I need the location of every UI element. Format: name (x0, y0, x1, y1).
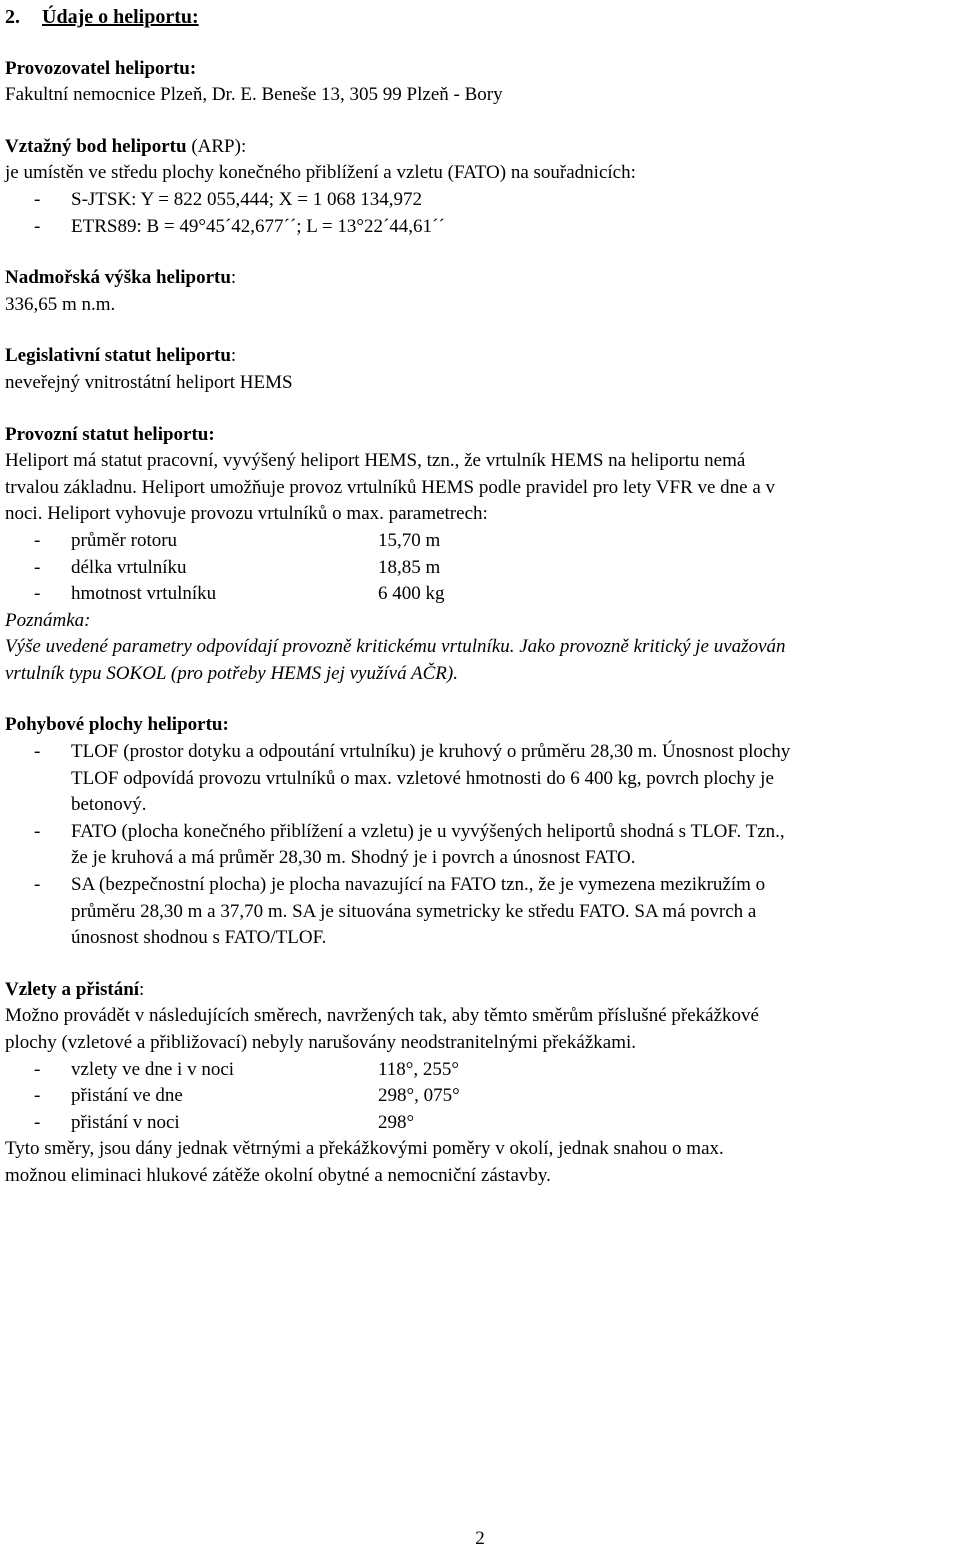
operator-text: Fakultní nemocnice Plzeň, Dr. E. Beneše 13, 305 99 Plzeň - Bory (5, 84, 503, 106)
direction-row: - přistání ve dne 298°, 075° (34, 1085, 460, 1107)
operating-line: Heliport má statut pracovní, vyvýšený heliport HEMS, tzn., že vrtulník HEMS na heliportu nemá (5, 450, 746, 472)
movement-item: - TLOF (prostor dotyku a odpoutání vrtulníku) je kruhový o průměru 28,30 m. Únosnost plochy TLOF odpovídá provozu vrtulníků o max. vzletové hmotnosti do 6 400 kg, povrch plochy je betonový. (34, 741, 791, 816)
legal-value: neveřejný vnitrostátní heliport HEMS (5, 371, 293, 393)
page-number: 2 (475, 1528, 485, 1549)
note-line: Výše uvedené parametry odpovídají provozně kritickému vrtulníku. Jako provozně kritický je uvažován (5, 636, 786, 658)
operating-line: trvalou základnu. Heliport umožňuje provoz vrtulníků HEMS podle pravidel pro lety VFR ve dne a v (5, 476, 776, 498)
operating-line: noci. Heliport vyhovuje provozu vrtulníků o max. parametrech: (5, 503, 488, 525)
section-heading (5, 4, 953, 31)
arp-heading-rest: (ARP): (186, 135, 247, 157)
direction-row: - přistání v noci 298° (34, 1111, 415, 1133)
section-number: 2. (5, 6, 20, 28)
takeoffs-intro: plochy (vzletové a přibližovací) nebyly narušovány neodstranitelnými překážkami. (5, 1032, 637, 1053)
elevation-value: 336,65 m n.m. (5, 293, 116, 315)
legal-heading: Legislativní statut heliportu: (5, 345, 237, 367)
takeoffs-outro: možnou eliminaci hlukové zátěže okolní obytné a nemocniční zástavby. (5, 1164, 551, 1186)
section-title: Údaje o heliportu: (42, 6, 199, 28)
movement-item: - SA (bezpečnostní plocha) je plocha navazující na FATO tzn., že je vymezena mezikružím o průměru 28,30 m a 37,70 m. SA je situována symetricky ke středu FATO. SA má povrch a únosnost shodnou s FATO/TLOF. (34, 874, 766, 949)
elevation-heading: Nadmořská výška heliportu: (5, 267, 237, 289)
movement-heading: Pohybové plochy heliportu: (5, 714, 229, 736)
document-page (5, 4, 953, 1190)
param-row: - hmotnost vrtulníku 6 400 kg (34, 583, 445, 605)
param-row: - průměr rotoru 15,70 m (34, 529, 441, 551)
direction-row: - vzlety ve dne i v noci 118°, 255° (34, 1058, 459, 1080)
takeoffs-intro: Možno provádět v následujících směrech, navržených tak, aby těmto směrům příslušné překážkové (5, 1005, 759, 1027)
arp-item: - S-JTSK: Y = 822 055,444; X = 1 068 134,972 (34, 188, 422, 210)
arp-heading-bold: Vztažný bod heliportu (5, 135, 187, 157)
takeoffs-heading: Vzlety a přistání: (5, 978, 145, 1000)
note-line: vrtulník typu SOKOL (pro potřeby HEMS jej využívá AČR). (5, 662, 458, 684)
movement-item: - FATO (plocha konečného přiblížení a vzletu) je u vyvýšených heliportů shodná s TLOF. Tzn., že je kruhová a má průměr 28,30 m. Shodný je i povrch a únosnost FATO. (34, 820, 785, 869)
param-row: - délka vrtulníku 18,85 m (34, 556, 441, 578)
arp-item: - ETRS89: B = 49°45´42,677´´; L = 13°22´44,61´´ (34, 215, 445, 237)
operator-heading: Provozovatel heliportu: (5, 57, 197, 79)
note-label: Poznámka: (5, 609, 91, 631)
takeoffs-outro: Tyto směry, jsou dány jednak větrnými a překážkovými poměry v okolí, jednak snahou o max. (5, 1138, 724, 1160)
arp-text: je umístěn ve středu plochy konečného přiblížení a vzletu (FATO) na souřadnicích: (5, 162, 636, 184)
arp-heading (5, 134, 953, 161)
operating-heading: Provozní statut heliportu: (5, 423, 215, 445)
